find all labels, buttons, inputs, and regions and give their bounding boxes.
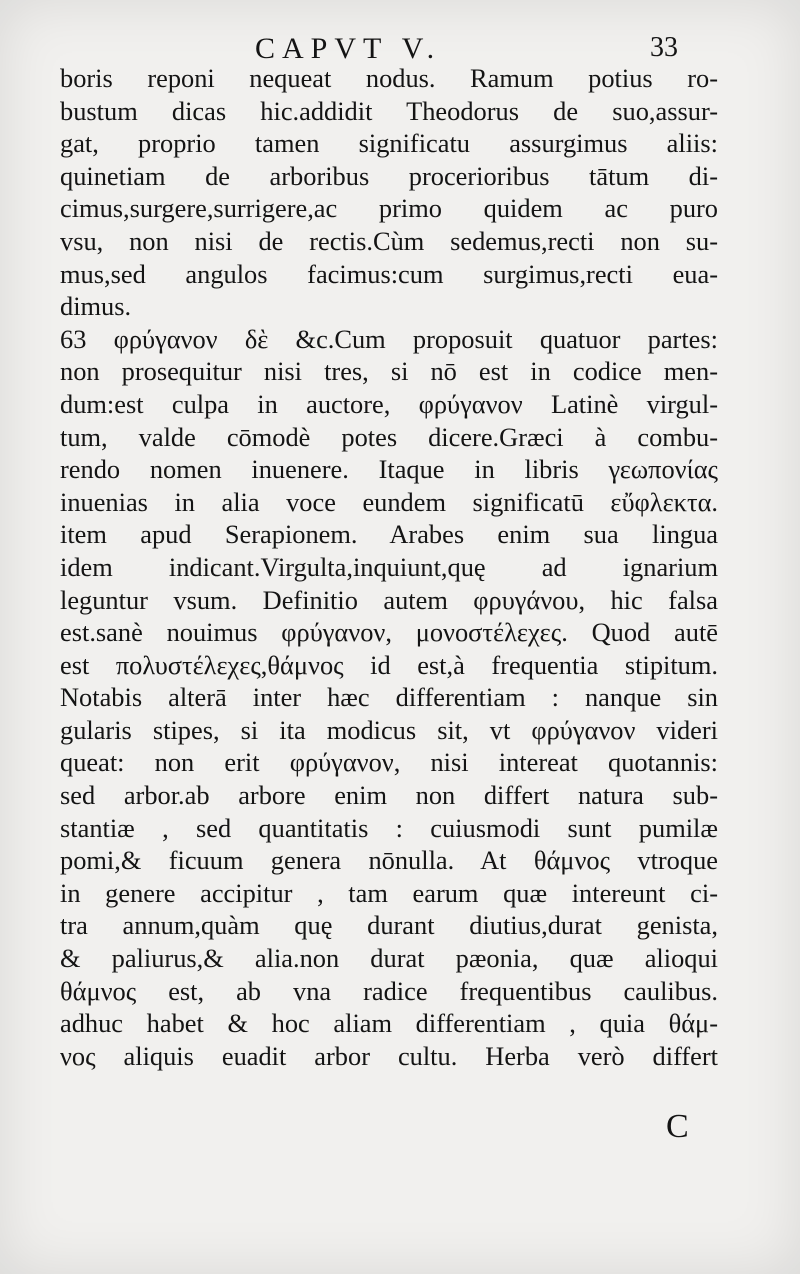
text-line: boris reponi nequeat nodus. Ramum potius ro-	[60, 63, 718, 93]
text-line: & paliurus,& alia.non durat pæonia, quæ alioqui	[60, 943, 718, 974]
text-line: 63 φρύγανον δὲ &c.Cum proposuit quatuor partes:	[60, 323, 718, 354]
running-head: CAPVT V.	[255, 32, 442, 65]
text-line: dum:est culpa in auctore, φρύγανον Latinè virgul-	[60, 388, 718, 419]
text-line: gularis stipes, si ita modicus sit, vt φρύγανον videri	[60, 714, 718, 745]
text-line: stantiæ , sed quantitatis : cuiusmodi sunt pumilæ	[60, 812, 718, 843]
text-line: quinetiam de arboribus procerioribus tātum di-	[60, 160, 718, 191]
body-text	[60, 62, 718, 1072]
text-line: tum, valde cōmodè potes dicere.Græci à combu-	[60, 421, 718, 452]
text-line: gat, proprio tamen significatu assurgimus aliis:	[60, 128, 718, 159]
text-line: θάμνος est, ab vna radice frequentibus caulibus.	[60, 975, 718, 1006]
page-number: 33	[650, 32, 678, 63]
text-line: mus,sed angulos facimus:cum surgimus,recti eua-	[60, 258, 718, 289]
text-line: est πολυστέλεχες,θάμνος id est,à frequentia stipitum.	[60, 649, 718, 680]
text-line: dimus.	[60, 291, 132, 322]
text-line: non prosequitur nisi tres, si nō est in codice men-	[60, 356, 718, 387]
text-line: in genere accipitur , tam earum quæ intereunt ci-	[60, 877, 718, 908]
text-line: Notabis alterā inter hæc differentiam : nanque sin	[60, 682, 718, 713]
text-line: sed arbor.ab arbore enim non differt natura sub-	[60, 780, 718, 811]
text-line: queat: non erit φρύγανον, nisi intereat quotannis:	[60, 747, 718, 778]
text-line: cimus,surgere,surrigere,ac primo quidem ac puro	[60, 193, 718, 224]
text-line: item apud Serapionem. Arabes enim sua lingua	[60, 519, 718, 550]
text-line: vsu, non nisi de rectis.Cùm sedemus,recti non su-	[60, 225, 718, 256]
text-line: idem indicant.Virgulta,inquiunt,quę ad ignarium	[60, 551, 718, 582]
text-line: νος aliquis euadit arbor cultu. Herba verò differt	[60, 1040, 718, 1071]
text-line: rendo nomen inuenere. Itaque in libris γεωπονίας	[60, 454, 718, 485]
text-line: bustum dicas hic.addidit Theodorus de suo,assur-	[60, 95, 718, 126]
text-line: pomi,& ficuum genera nōnulla. At θάμνος vtroque	[60, 845, 718, 876]
signature-mark: C	[666, 1108, 689, 1145]
text-line: adhuc habet & hoc aliam differentiam , quia θάμ-	[60, 1008, 718, 1039]
text-line: est.sanè nouimus φρύγανον, μονοστέλεχες. Quod autē	[60, 617, 718, 648]
text-line: tra annum,quàm quę durant diutius,durat genista,	[60, 910, 718, 941]
text-line: leguntur vsum. Definitio autem φρυγάνου, hic falsa	[60, 584, 718, 615]
text-line: inuenias in alia voce eundem significatū εὔφλεκτα.	[60, 486, 718, 517]
